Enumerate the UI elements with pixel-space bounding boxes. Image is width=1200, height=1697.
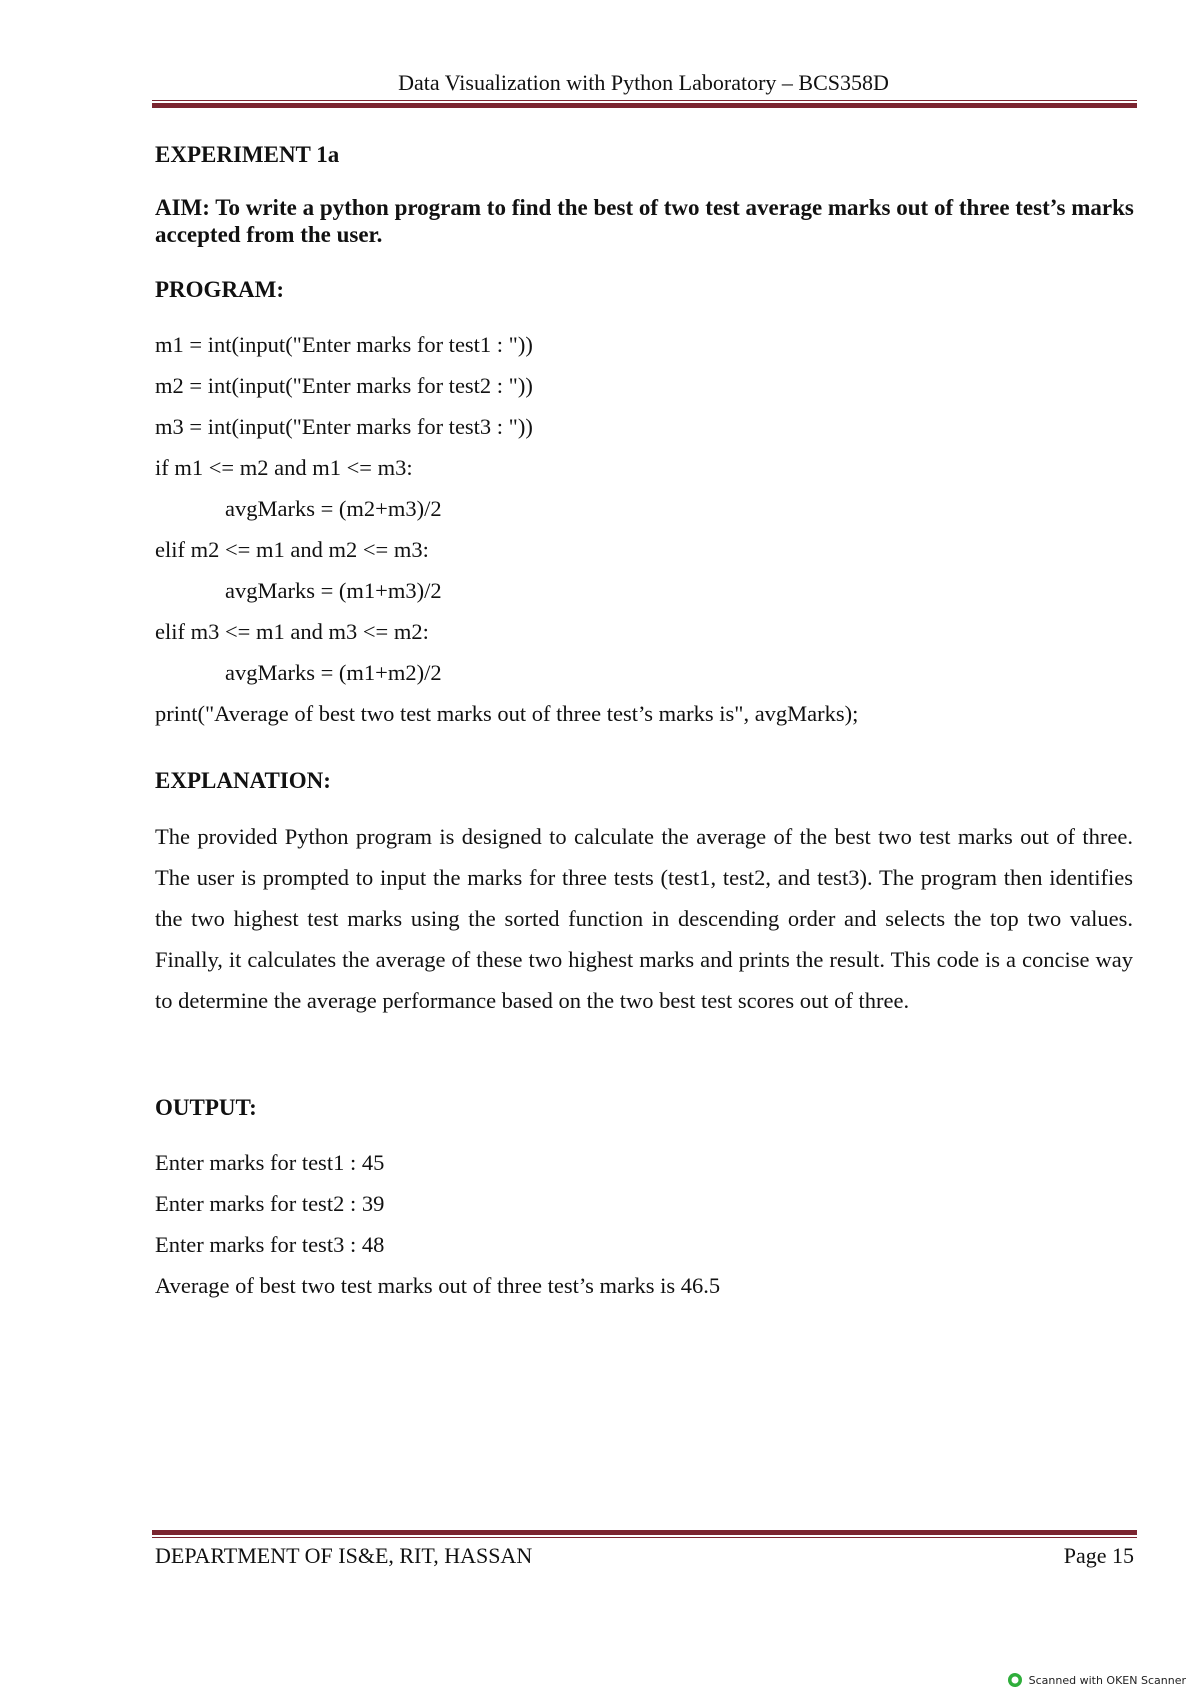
scanner-watermark-text: Scanned with OKEN Scanner	[1028, 1673, 1186, 1687]
code-line: print("Average of best two test marks out of three test’s marks is", avgMarks);	[155, 701, 859, 726]
code-line: avgMarks = (m2+m3)/2	[225, 496, 442, 521]
aim-text: AIM: To write a python program to find the best of two test average marks out of three test’s marks accepted from the user.	[155, 195, 1134, 247]
scanner-logo-icon	[1007, 1672, 1023, 1688]
page-number: Page 15	[1063, 1543, 1134, 1568]
code-line: avgMarks = (m1+m2)/2	[225, 660, 442, 685]
footer-rule-thick	[152, 1530, 1137, 1535]
header-rule-thin	[152, 100, 1137, 101]
footer-rule-thin	[152, 1537, 1137, 1538]
experiment-title: EXPERIMENT 1a	[155, 142, 340, 167]
explanation-text: The provided Python program is designed to calculate the average of the best two test marks out of three. The user is prompted to input the marks for three tests (test1, test2, and test3). The program then identifies the two highest test marks using the sorted function in descending order and selects the top two values. Finally, it calculates the average of these two highest marks and prints the result. This code is a concise way to determine the average performance based on the two best test scores out of three.	[155, 824, 1133, 1013]
explanation-heading: EXPLANATION:	[155, 768, 331, 793]
code-line: if m1 <= m2 and m1 <= m3:	[155, 455, 413, 480]
code-line: elif m2 <= m1 and m2 <= m3:	[155, 537, 429, 562]
program-heading: PROGRAM:	[155, 277, 285, 302]
footer-department: DEPARTMENT OF IS&E, RIT, HASSAN	[155, 1543, 533, 1568]
page-header-title: Data Visualization with Python Laboratory – BCS358D	[398, 70, 889, 95]
output-line: Average of best two test marks out of three test’s marks is 46.5	[155, 1273, 721, 1298]
code-line: m3 = int(input("Enter marks for test3 : "))	[155, 414, 533, 439]
code-line: elif m3 <= m1 and m3 <= m2:	[155, 619, 429, 644]
output-line: Enter marks for test3 : 48	[155, 1232, 385, 1257]
output-line: Enter marks for test2 : 39	[155, 1191, 385, 1216]
code-line: m2 = int(input("Enter marks for test2 : "))	[155, 373, 533, 398]
output-heading: OUTPUT:	[155, 1095, 257, 1120]
code-line: m1 = int(input("Enter marks for test1 : "))	[155, 332, 533, 357]
output-line: Enter marks for test1 : 45	[155, 1150, 385, 1175]
scanner-watermark	[1007, 1672, 1186, 1688]
code-line: avgMarks = (m1+m3)/2	[225, 578, 442, 603]
header-rule-thick	[152, 103, 1137, 108]
